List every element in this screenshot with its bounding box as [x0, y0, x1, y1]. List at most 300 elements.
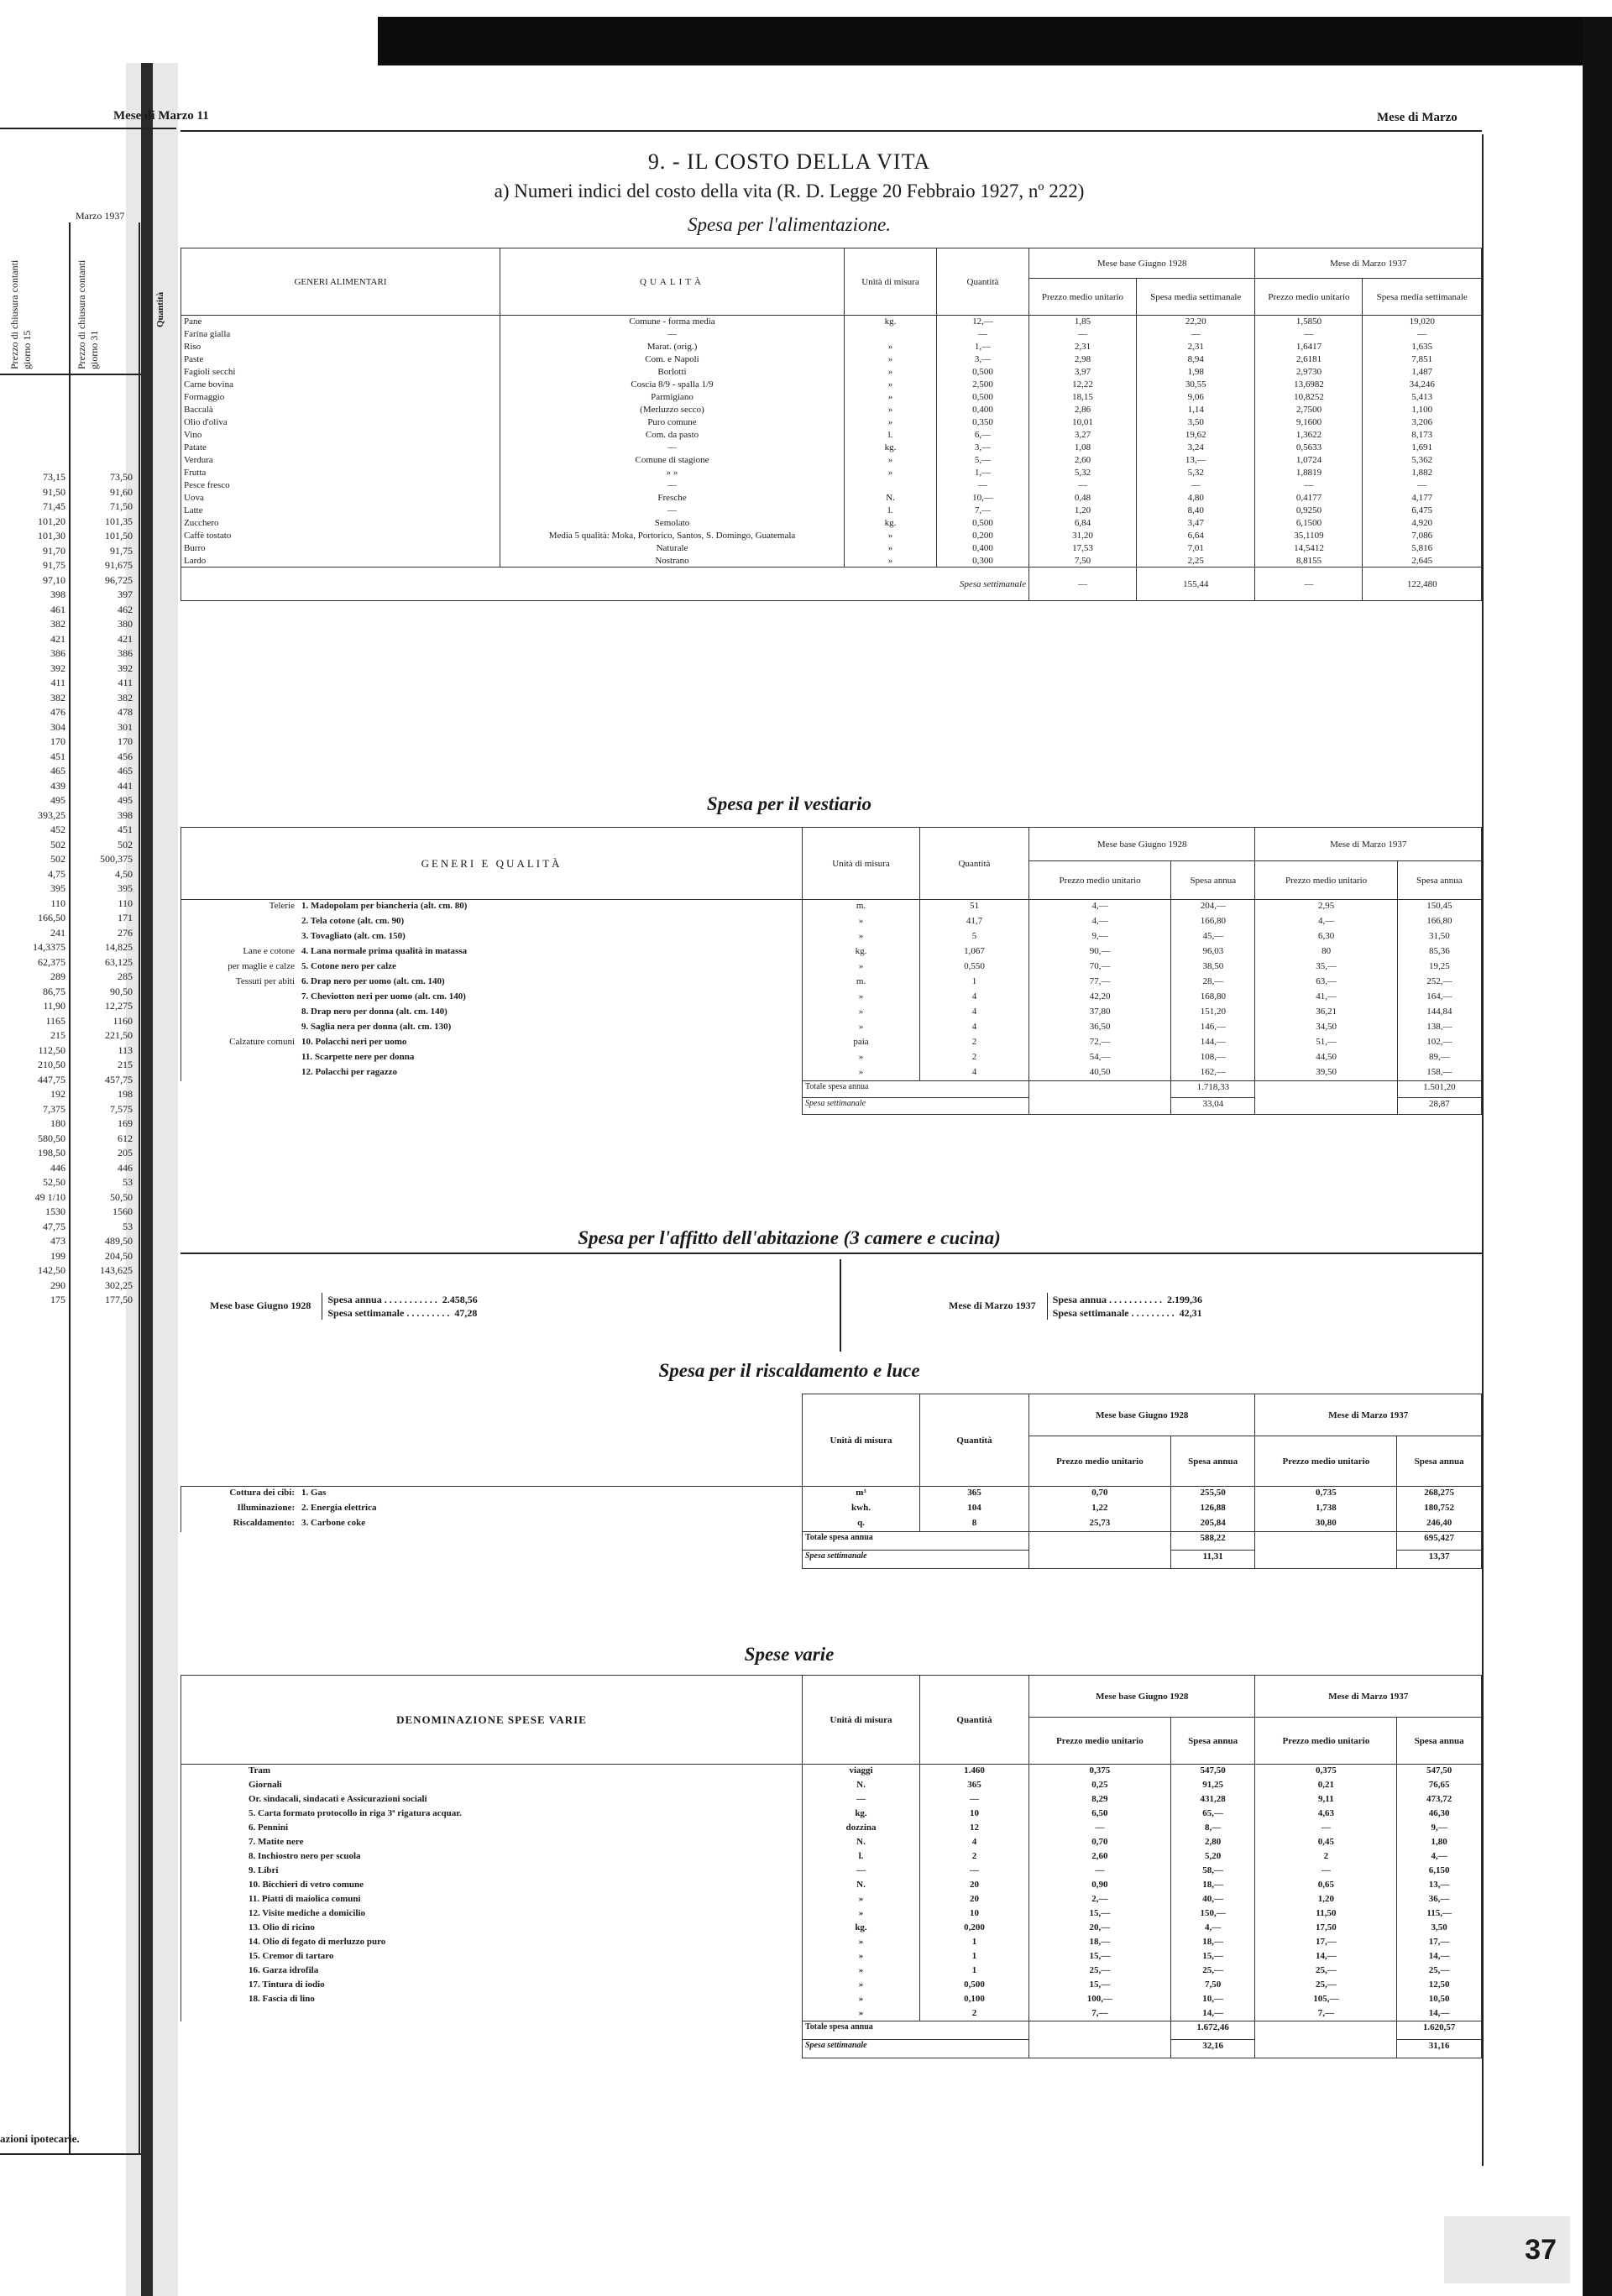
table-cell: 5,413 [1363, 391, 1482, 404]
left-row [0, 735, 134, 750]
table-cell: 431,28 [1170, 1793, 1255, 1807]
affitto-marzo-sett: 42,31 [1179, 1307, 1202, 1319]
th-quantita: Quantità [937, 248, 1029, 316]
table-cell: 36,50 [1029, 1021, 1171, 1036]
table-cell: 105,— [1255, 1993, 1397, 2007]
table-row [181, 975, 1482, 991]
table-cell: Olio d'oliva [181, 416, 500, 429]
rule [0, 374, 143, 375]
table-cell: 0,25 [1029, 1779, 1171, 1793]
left-cell: 1165 [45, 1014, 65, 1027]
section-varie: Spese varie [744, 1644, 835, 1665]
table-cell [181, 991, 803, 1006]
left-row [0, 588, 134, 603]
left-cell: 170 [118, 735, 133, 748]
scan-dark-band-top [378, 17, 1612, 65]
table-cell: 63,— [1255, 975, 1397, 991]
table-cell [181, 900, 803, 915]
table-cell: » [803, 2007, 920, 2021]
table-cell [181, 1487, 803, 1502]
left-cell: 101,35 [105, 515, 133, 527]
table-row [181, 542, 1482, 555]
table-cell: 1,882 [1363, 467, 1482, 479]
left-cell: 476 [50, 706, 65, 719]
table-cell [845, 479, 937, 492]
left-cell: 169 [118, 1117, 133, 1130]
table-cell: 4 [920, 1066, 1029, 1081]
table-row [181, 915, 1482, 930]
table-cell: » [845, 379, 937, 391]
left-cell: 86,75 [43, 985, 65, 997]
table-cell: 31,20 [1029, 530, 1137, 542]
table-cell: 1,738 [1255, 1502, 1397, 1517]
left-row [0, 1014, 134, 1029]
table-cell: 0,200 [937, 530, 1029, 542]
table-row [181, 1051, 1482, 1066]
table-row [181, 341, 1482, 353]
left-col-head-3: Quantità [155, 291, 165, 327]
left-row [0, 970, 134, 985]
table-cell: » [845, 353, 937, 366]
table-row [181, 442, 1482, 454]
table-cell: Verdura [181, 454, 500, 467]
table-cell: » [803, 1979, 920, 1993]
table-cell: » [803, 1993, 920, 2007]
item-label: 8. Drap nero per donna (alt. cm. 140) [301, 1006, 447, 1017]
table-cell: 14,— [1255, 1950, 1397, 1964]
risc-total-label: Totale spesa annua [803, 1532, 1029, 1551]
table-cell: 138,— [1397, 1021, 1481, 1036]
table-cell: 40,50 [1029, 1066, 1171, 1081]
table-row [181, 1765, 1482, 1779]
table-cell: 3,206 [1363, 416, 1482, 429]
item-label: 11. Scarpette nere per donna [301, 1051, 415, 1062]
left-cell: 382 [50, 618, 65, 630]
table-cell [181, 930, 803, 945]
table-cell: 4 [920, 1836, 1029, 1850]
alim-total-cell: — [1029, 567, 1137, 601]
table-cell: 9,— [1397, 1822, 1482, 1836]
table-cell: 4,— [1255, 915, 1397, 930]
table-cell: 10,01 [1029, 416, 1137, 429]
th-unita: Unità di misura [803, 828, 920, 900]
left-cell: 411 [50, 677, 65, 689]
left-row [0, 1190, 134, 1206]
table-cell: 1 [920, 975, 1029, 991]
table-row [181, 1836, 1482, 1850]
table-cell: 3,— [937, 353, 1029, 366]
table-cell: » [845, 341, 937, 353]
table-cell: 25,— [1170, 1964, 1255, 1979]
table-cell: 144,84 [1397, 1006, 1481, 1021]
table-row [181, 479, 1482, 492]
item-label: 2. Tela cotone (alt. cm. 90) [301, 915, 405, 926]
left-cell: 395 [50, 882, 65, 895]
left-cell: 47,75 [43, 1220, 65, 1232]
table-row [181, 429, 1482, 442]
table-cell: 17,— [1255, 1936, 1397, 1950]
table-cell: 25,— [1255, 1964, 1397, 1979]
table-cell: » [845, 555, 937, 567]
table-cell: 41,— [1255, 991, 1397, 1006]
left-row [0, 955, 134, 970]
table-row [181, 1922, 1482, 1936]
th-unita: Unità di misura [845, 248, 937, 316]
left-row [0, 1175, 134, 1190]
left-cell: 380 [118, 618, 133, 630]
table-cell: » [803, 1066, 920, 1081]
section-vestiario: Spesa per il vestiario [706, 793, 872, 814]
table-cell: 2,500 [937, 379, 1029, 391]
left-cell: 495 [50, 794, 65, 807]
table-cell: 3,— [937, 442, 1029, 454]
table-cell: 25,73 [1029, 1517, 1171, 1532]
left-row [0, 1293, 134, 1308]
table-row [181, 1517, 1482, 1532]
left-row [0, 1205, 134, 1220]
table-cell: paia [803, 1036, 920, 1051]
left-cell: 392 [50, 662, 65, 674]
item-label: 7. Cheviotton neri per uomo (alt. cm. 140) [301, 991, 466, 1002]
table-cell [181, 960, 803, 975]
left-cell: 91,60 [110, 485, 133, 498]
table-cell: Paste [181, 353, 500, 366]
table-cell: 9. Libri [181, 1865, 803, 1879]
table-cell: 0,735 [1255, 1487, 1397, 1502]
left-cell: 91,70 [43, 544, 65, 557]
th-base: Mese base Giugno 1928 [1029, 828, 1255, 861]
table-cell: — [1363, 479, 1482, 492]
table-cell: » [845, 404, 937, 416]
table-cell: 19,25 [1397, 960, 1481, 975]
left-row [0, 485, 134, 500]
table-row [181, 328, 1482, 341]
frame-right [1482, 134, 1484, 2166]
table-row [181, 1822, 1482, 1836]
left-row [0, 838, 134, 853]
running-header-left: Mese di Marzo 11 [113, 109, 209, 123]
table-cell: 2 [1255, 1850, 1397, 1865]
table-row [181, 1865, 1482, 1879]
table-cell: 1,0724 [1255, 454, 1363, 467]
left-row [0, 823, 134, 838]
left-column-values [0, 470, 141, 1308]
table-cell: 6,— [937, 429, 1029, 442]
table-cell: 2,98 [1029, 353, 1137, 366]
table-cell: 3,50 [1136, 416, 1255, 429]
table-cell: Coscia 8/9 - spalla 1/9 [500, 379, 845, 391]
left-cell: 285 [118, 970, 133, 983]
table-cell: 20,— [1029, 1922, 1171, 1936]
left-cell: 1160 [113, 1014, 133, 1027]
table-cell: 41,7 [920, 915, 1029, 930]
affitto-left: Mese base Giugno 1928 Spesa annua ........... 2.458,56 Spesa settimanale ......... 47,28 [210, 1294, 478, 1319]
left-cell: 302,25 [105, 1279, 133, 1291]
table-row [181, 1779, 1482, 1793]
th-prezzo: Prezzo medio unitario [1029, 1436, 1171, 1487]
table-cell: 204,— [1171, 900, 1255, 915]
alim-total-label: Spesa settimanale [181, 567, 1029, 601]
left-cell: 465 [50, 765, 65, 777]
table-cell: 46,30 [1397, 1807, 1482, 1822]
table-cell: 8. Inchiostro nero per scuola [181, 1850, 803, 1865]
affitto-annua-label: Spesa annua [327, 1294, 382, 1305]
table-row [181, 991, 1482, 1006]
table-cell: 3,24 [1136, 442, 1255, 454]
table-cell: N. [845, 492, 937, 505]
table-cell: 2 [920, 1850, 1029, 1865]
left-cell: 71,50 [110, 500, 133, 513]
table-row [181, 1793, 1482, 1807]
left-cell: 421 [50, 632, 65, 645]
table-cell: 0,375 [1255, 1765, 1397, 1779]
table-cell: 0,21 [1255, 1779, 1397, 1793]
table-cell: 4,80 [1136, 492, 1255, 505]
item-label: 1. Gas [301, 1488, 327, 1498]
table-cell: 166,80 [1171, 915, 1255, 930]
left-row [0, 529, 134, 544]
left-cell: 11,90 [43, 1000, 65, 1012]
table-cell: — [920, 1793, 1029, 1807]
table-row [181, 1950, 1482, 1964]
th-spesa: Spesa annua [1397, 1436, 1482, 1487]
left-cell: 1530 [45, 1206, 65, 1218]
left-row [0, 515, 134, 530]
item-label: 9. Saglia nera per donna (alt. cm. 130) [301, 1021, 452, 1032]
table-cell: 168,80 [1171, 991, 1255, 1006]
table-vestiario [181, 827, 1482, 1115]
left-cell: 241 [50, 926, 65, 939]
left-cell: 14,3375 [33, 941, 65, 954]
table-cell: 14,— [1397, 2007, 1482, 2021]
table-cell: 42,20 [1029, 991, 1171, 1006]
table-cell: 7. Matite nere [181, 1836, 803, 1850]
table-cell: 22,20 [1136, 316, 1255, 328]
table-cell: 0,375 [1029, 1765, 1171, 1779]
table-cell: 151,20 [1171, 1006, 1255, 1021]
table-cell: 0,70 [1029, 1487, 1171, 1502]
table-cell: 18. Fascia di lino [181, 1993, 803, 2007]
left-row [0, 558, 134, 573]
affitto-sett-label: Spesa settimanale [327, 1307, 405, 1319]
table-cell: — [500, 505, 845, 517]
table-cell: Baccalà [181, 404, 500, 416]
table-cell: 15,— [1170, 1950, 1255, 1964]
left-row [0, 603, 134, 618]
table-cell: 0,500 [937, 391, 1029, 404]
table-cell: viaggi [803, 1765, 920, 1779]
table-cell: 51,— [1255, 1036, 1397, 1051]
th-base: Mese base Giugno 1928 [1029, 1394, 1255, 1436]
table-cell: 14. Olio di fegato di merluzzo puro [181, 1936, 803, 1950]
table-cell: 25,— [1029, 1964, 1171, 1979]
table-cell: 10,— [937, 492, 1029, 505]
left-cell: 446 [50, 1161, 65, 1174]
table-cell: » [803, 1021, 920, 1036]
table-cell: » [845, 454, 937, 467]
table-cell: 31,50 [1397, 930, 1481, 945]
table-cell: — [500, 442, 845, 454]
table-cell: » [803, 1006, 920, 1021]
table-cell: 2,95 [1255, 900, 1397, 915]
table-cell: 115,— [1397, 1907, 1482, 1922]
left-column-table [0, 470, 134, 1308]
th-quantita: Quantità [920, 828, 1029, 900]
table-cell: 0,5633 [1255, 442, 1363, 454]
table-cell: 77,— [1029, 975, 1171, 991]
table-cell: 0,500 [937, 517, 1029, 530]
left-cell: 90,50 [110, 985, 133, 997]
table-cell: 1,85 [1029, 316, 1137, 328]
table-cell: 126,88 [1170, 1502, 1255, 1517]
left-cell: 446 [118, 1161, 133, 1174]
table-cell: 0,100 [920, 1993, 1029, 2007]
left-cell: 462 [118, 603, 133, 615]
table-row [181, 1487, 1482, 1502]
table-cell: 0,9250 [1255, 505, 1363, 517]
left-cell: 465 [118, 765, 133, 777]
table-cell: Patate [181, 442, 500, 454]
table-cell: 44,50 [1255, 1051, 1397, 1066]
left-cell: 53 [123, 1176, 133, 1189]
table-cell: 4,— [1029, 915, 1171, 930]
left-cell: 439 [50, 779, 65, 792]
table-cell: 5. Carta formato protocollo in riga 3ª rigatura acquar. [181, 1807, 803, 1822]
th-base: Mese base Giugno 1928 [1029, 1676, 1255, 1718]
table-cell: 2,31 [1029, 341, 1137, 353]
table-cell: Puro comune [500, 416, 845, 429]
table-cell: 4,63 [1255, 1807, 1397, 1822]
table-row [181, 1066, 1482, 1081]
left-row [0, 646, 134, 662]
table-row [181, 517, 1482, 530]
varie-total-cell: 31,16 [1397, 2040, 1482, 2058]
rule [0, 128, 176, 129]
left-cell: 166,50 [38, 912, 65, 924]
table-cell: » [845, 391, 937, 404]
left-cell: 71,45 [43, 500, 65, 513]
affitto-marzo-label: Mese di Marzo 1937 [949, 1299, 1036, 1311]
table-cell: 80 [1255, 945, 1397, 960]
table-row [181, 1807, 1482, 1822]
th-qualita: QUALITÀ [500, 248, 845, 316]
table-cell: » [803, 1893, 920, 1907]
table-cell: — [1136, 328, 1255, 341]
left-cell: 289 [50, 970, 65, 983]
left-cell: 113 [118, 1043, 133, 1056]
group-label: Cottura dei cibi: [229, 1488, 295, 1498]
table-cell: 1 [920, 1964, 1029, 1979]
table-cell: 6,30 [1255, 930, 1397, 945]
left-row [0, 662, 134, 677]
th-base: Mese base Giugno 1928 [1029, 248, 1255, 279]
risc-total-cell: 11,31 [1170, 1551, 1255, 1569]
table-cell: 0,65 [1255, 1879, 1397, 1893]
table-cell: 162,— [1171, 1066, 1255, 1081]
left-col-head-1: Prezzo di chiusura contanti giorno 15 [8, 259, 33, 369]
affitto-base-label: Mese base Giugno 1928 [210, 1299, 311, 1311]
table-cell: 51 [920, 900, 1029, 915]
table-cell: 13,— [1136, 454, 1255, 467]
left-cell: 393,25 [38, 808, 65, 821]
affitto-annua-label: Spesa annua [1052, 1294, 1107, 1305]
table-cell: 0,500 [920, 1979, 1029, 1993]
th-spesa: Spesa annua [1171, 861, 1255, 900]
table-cell: 0,550 [920, 960, 1029, 975]
left-cell: 447,75 [38, 1073, 65, 1085]
left-cell: 461 [50, 603, 65, 615]
rule [181, 130, 1482, 132]
table-cell: » [803, 1964, 920, 1979]
table-cell [181, 1066, 803, 1081]
table-cell: 8,— [1170, 1822, 1255, 1836]
th-marzo: Mese di Marzo 1937 [1255, 828, 1482, 861]
table-cell: 72,— [1029, 1036, 1171, 1051]
vest-total-cell: 33,04 [1171, 1098, 1255, 1115]
th-spesa: Spesa annua [1397, 861, 1481, 900]
table-cell: 5,32 [1029, 467, 1137, 479]
table-cell: — [937, 479, 1029, 492]
table-cell: Frutta [181, 467, 500, 479]
table-cell: 36,— [1397, 1893, 1482, 1907]
table-cell: 2,— [1029, 1893, 1171, 1907]
table-cell: 0,90 [1029, 1879, 1171, 1893]
group-label: per maglie e calze [228, 960, 295, 971]
table-cell: Comune di stagione [500, 454, 845, 467]
table-cell: 104 [920, 1502, 1029, 1517]
table-cell: 14,5412 [1255, 542, 1363, 555]
table-cell: 17,50 [1255, 1922, 1397, 1936]
table-cell: 0,70 [1029, 1836, 1171, 1850]
table-cell: 1,100 [1363, 404, 1482, 416]
th-spesa: Spesa media settimanale [1363, 279, 1482, 316]
left-cell: 91,75 [110, 544, 133, 557]
th-spesa: Spesa annua [1170, 1436, 1255, 1487]
table-cell: 76,65 [1397, 1779, 1482, 1793]
table-row [181, 530, 1482, 542]
table-row [181, 945, 1482, 960]
table-cell: 8,94 [1136, 353, 1255, 366]
table-cell: — [1255, 1822, 1397, 1836]
table-cell: 1,— [937, 341, 1029, 353]
table-row [181, 467, 1482, 479]
left-cell: 53 [123, 1220, 133, 1232]
scan-dark-band-right [1583, 17, 1612, 2296]
table-cell: 7,— [1255, 2007, 1397, 2021]
table-cell: 1 [920, 1950, 1029, 1964]
left-cell: 62,375 [38, 955, 65, 968]
table-cell: 30,55 [1136, 379, 1255, 391]
table-cell: 246,40 [1397, 1517, 1482, 1532]
table-row [181, 1036, 1482, 1051]
table-varie [181, 1675, 1482, 2058]
left-cell: 192 [50, 1088, 65, 1101]
left-cell: 489,50 [105, 1235, 133, 1247]
table-cell: 1,— [937, 467, 1029, 479]
table-cell: Tram [181, 1765, 803, 1779]
table-cell: — [500, 479, 845, 492]
table-cell: » [803, 915, 920, 930]
table-cell: 15. Cremor di tartaro [181, 1950, 803, 1964]
left-row [0, 1132, 134, 1147]
table-cell: 9,06 [1136, 391, 1255, 404]
th-marzo: Mese di Marzo 1937 [1255, 1676, 1482, 1718]
left-cell: 12,275 [105, 1000, 133, 1012]
table-cell: 37,80 [1029, 1006, 1171, 1021]
left-cell: 221,50 [105, 1029, 133, 1042]
table-cell: N. [803, 1779, 920, 1793]
left-cell: 411 [118, 677, 133, 689]
